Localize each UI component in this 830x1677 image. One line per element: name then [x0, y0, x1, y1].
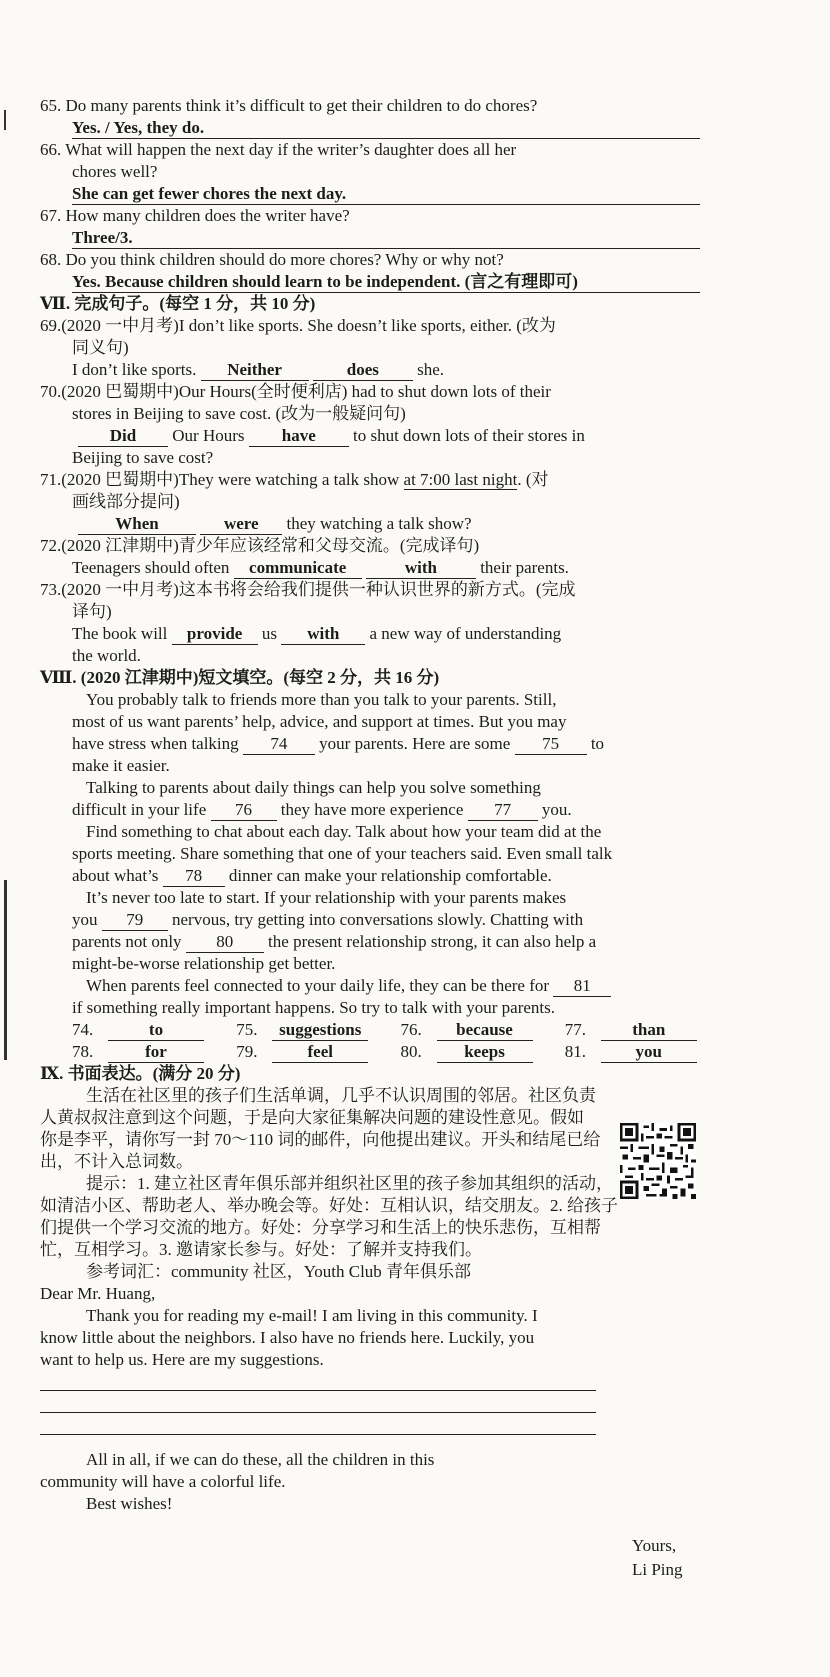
passage-text: difficult in your life — [72, 800, 207, 819]
passage-text: you — [72, 910, 98, 929]
answer-num: 79. — [236, 1042, 258, 1061]
answer-blank: you — [601, 1042, 697, 1063]
vocab-line: 参考词汇：community 社区，Youth Club 青年俱乐部 — [86, 1262, 472, 1281]
prompt-line: 生活在社区里的孩子们生活单调，几乎不认识周围的邻居。社区负责 — [86, 1086, 596, 1105]
answer-num: 81. — [564, 1042, 586, 1061]
q-text: (2020 一中月考)这本书将会给我们提供一种认识世界的新方式。(完成 — [61, 580, 576, 599]
blank-79: 79 — [102, 910, 168, 931]
q-text: . (对 — [517, 470, 549, 489]
answer-blank: to — [108, 1020, 204, 1041]
blank-76: 76 — [211, 800, 277, 821]
q-text: Do many parents think it’s difficult to get their children to do chores? — [65, 96, 538, 115]
answer-blank: were — [200, 514, 282, 535]
passage-line — [72, 865, 552, 887]
sentence-text: they watching a talk show? — [286, 514, 472, 533]
passage-line: Find something to chat about each day. Talk about how your team did at the — [86, 822, 602, 841]
question-67 — [40, 205, 350, 227]
answer-blank: for — [108, 1042, 204, 1063]
answer-row — [72, 1041, 697, 1063]
answer-blank: Neither — [201, 360, 309, 381]
passage-line — [72, 733, 604, 755]
prompt-line: 你是李平，请你写一封 70～110 词的邮件，向他提出建议。开头和结尾已给 — [40, 1130, 601, 1149]
passage-text: the present relationship strong, it can also help a — [268, 932, 597, 951]
question-65 — [40, 95, 537, 117]
letter-line: know little about the neighbors. I also have no friends here. Luckily, you — [40, 1328, 535, 1347]
section-7-title: Ⅶ. 完成句子。(每空 1 分，共 10 分) — [40, 294, 316, 313]
letter-greeting: Dear Mr. Huang, — [40, 1284, 156, 1303]
section-8-title: Ⅷ. (2020 江津期中)短文填空。(每空 2 分，共 16 分) — [40, 668, 440, 687]
hint-line: 如清洁小区、帮助老人、举办晚会等。好处：互相认识，结交朋友。2. 给孩子 — [40, 1196, 618, 1215]
writing-line[interactable] — [40, 1434, 596, 1435]
qr-code-icon — [620, 1123, 696, 1199]
sentence-72 — [72, 557, 569, 579]
q-text: How many children does the writer have? — [65, 206, 350, 225]
q-text: (2020 巴蜀期中)Our Hours(全时便利店) had to shut down lots of their — [61, 382, 551, 401]
q-num: 71. — [40, 470, 62, 489]
q-num: 70. — [40, 382, 62, 401]
q-num: 69. — [40, 316, 62, 335]
letter-line: All in all, if we can do these, all the children in this — [86, 1450, 435, 1469]
passage-line: You probably talk to friends more than you talk to your parents. Still, — [86, 690, 557, 709]
answer-blank: When — [78, 514, 196, 535]
q-text: (2020 一中月考)I don’t like sports. She doesn’t like sports, either. (改为 — [61, 316, 556, 335]
answer-65: Yes. / Yes, they do. — [72, 118, 205, 137]
letter-line: Thank you for reading my e-mail! I am living in this community. I — [86, 1306, 538, 1325]
question-71-cont: 画线部分提问) — [72, 492, 180, 511]
passage-text: they have more experience — [280, 800, 464, 819]
letter-closing: Best wishes! — [86, 1494, 173, 1513]
answer-blank: suggestions — [272, 1020, 368, 1041]
passage-text: to — [590, 734, 605, 753]
answer-blank: than — [601, 1020, 697, 1041]
passage-text: your parents. Here are some — [319, 734, 511, 753]
question-70-cont: stores in Beijing to save cost. (改为一般疑问句) — [72, 404, 406, 423]
blank-75: 75 — [515, 734, 587, 755]
passage-line: most of us want parents’ help, advice, and support at times. But you may — [72, 712, 567, 731]
sentence-text: a new way of understanding — [369, 624, 562, 643]
passage-text: dinner can make your relationship comfortable. — [228, 866, 552, 885]
answer-num: 78. — [72, 1042, 94, 1061]
answer-blank: does — [313, 360, 413, 381]
answer-blank: with — [366, 558, 476, 579]
sentence-text: to shut down lots of their stores in — [353, 426, 585, 445]
sentence-70-cont: Beijing to save cost? — [72, 448, 214, 467]
q-text: What will happen the next day if the writer’s daughter does all her — [65, 140, 517, 159]
question-71 — [40, 469, 549, 491]
passage-text: parents not only — [72, 932, 182, 951]
question-69-cont: 同义句) — [72, 338, 129, 357]
blank-77: 77 — [468, 800, 538, 821]
answer-blank: feel — [272, 1042, 368, 1063]
answer-blank: because — [437, 1020, 533, 1041]
margin-mark — [4, 110, 6, 130]
question-66-cont: chores well? — [72, 162, 158, 181]
sentence-text: I don’t like sports. — [72, 360, 197, 379]
letter-line: community will have a colorful life. — [40, 1472, 286, 1491]
answer-blank: keeps — [437, 1042, 533, 1063]
q-text: (2020 巴蜀期中)They were watching a talk show — [61, 470, 404, 489]
question-69 — [40, 315, 556, 337]
answer-67: Three/3. — [72, 228, 133, 247]
answer-num: 74. — [72, 1020, 94, 1039]
passage-line: if something really important happens. So try to talk with your parents. — [72, 998, 555, 1017]
passage-line — [72, 799, 572, 821]
hint-line: 提示：1. 建立社区青年俱乐部并组织社区里的孩子参加其组织的活动， — [86, 1174, 613, 1193]
q-num: 65. — [40, 96, 62, 115]
question-73 — [40, 579, 575, 601]
sentence-text: us — [261, 624, 278, 643]
passage-text: When parents feel connected to your daily life, they can be there for — [86, 976, 550, 995]
sentence-69 — [72, 359, 444, 381]
passage-line: might-be-worse relationship get better. — [72, 954, 336, 973]
answer-blank: with — [281, 624, 365, 645]
answer-blank: provide — [172, 624, 258, 645]
letter-signature: Li Ping — [632, 1560, 683, 1579]
sentence-text: their parents. — [480, 558, 569, 577]
passage-line: sports meeting. Share something that one of your teachers said. Even small talk — [72, 844, 613, 863]
sentence-70 — [78, 425, 585, 447]
passage-line — [72, 931, 596, 953]
q-text: (2020 江津期中)青少年应该经常和父母交流。(完成译句) — [61, 536, 480, 555]
q-num: 66. — [40, 140, 62, 159]
question-66 — [40, 139, 516, 161]
question-70 — [40, 381, 551, 403]
passage-text: you. — [541, 800, 572, 819]
margin-mark — [4, 880, 7, 1060]
sentence-73 — [72, 623, 561, 645]
q-num: 67. — [40, 206, 62, 225]
answer-row — [72, 1019, 697, 1041]
question-73-cont: 译句) — [72, 602, 112, 621]
blank-74: 74 — [243, 734, 315, 755]
sentence-text: she. — [417, 360, 445, 379]
prompt-line: 人黄叔叔注意到这个问题，于是向大家征集解决问题的建设性意见。假如 — [40, 1108, 584, 1127]
question-72 — [40, 535, 479, 557]
answer-num: 80. — [400, 1042, 422, 1061]
letter-line: want to help us. Here are my suggestions. — [40, 1350, 324, 1369]
sentence-71 — [78, 513, 472, 535]
passage-line: It’s never too late to start. If your relationship with your parents makes — [86, 888, 567, 907]
letter-signoff: Yours, — [632, 1536, 677, 1555]
answer-66: She can get fewer chores the next day. — [72, 184, 347, 203]
answer-blank: have — [249, 426, 349, 447]
question-68 — [40, 249, 504, 271]
passage-text: have stress when talking — [72, 734, 239, 753]
answer-blank: communicate — [234, 558, 362, 579]
prompt-line: 出，不计入总词数。 — [40, 1152, 193, 1171]
hint-line: 们提供一个学习交流的地方。好处：分享学习和生活上的快乐悲伤，互相帮 — [40, 1218, 601, 1237]
sentence-text: Teenagers should often — [72, 558, 230, 577]
answer-68: Yes. Because children should learn to be independent. (言之有理即可) — [72, 272, 578, 291]
answer-blank: Did — [78, 426, 168, 447]
blank-78: 78 — [163, 866, 225, 887]
passage-line — [72, 909, 583, 931]
q-num: 73. — [40, 580, 62, 599]
passage-text: about what’s — [72, 866, 159, 885]
hint-line: 忙，互相学习。3. 邀请家长参与。好处：了解并支持我们。 — [40, 1240, 482, 1259]
writing-line[interactable] — [40, 1412, 596, 1413]
q-num: 68. — [40, 250, 62, 269]
sentence-text: The book will — [72, 624, 168, 643]
q-text: Do you think children should do more chores? Why or why not? — [65, 250, 504, 269]
answer-num: 77. — [564, 1020, 586, 1039]
answer-num: 76. — [400, 1020, 422, 1039]
passage-text: nervous, try getting into conversations slowly. Chatting with — [172, 910, 584, 929]
q-num: 72. — [40, 536, 62, 555]
writing-line[interactable] — [40, 1390, 596, 1391]
section-9-title: Ⅸ. 书面表达。(满分 20 分) — [40, 1064, 241, 1083]
underlined-part: at 7:00 last night — [403, 470, 518, 489]
passage-line — [86, 975, 611, 997]
passage-line: make it easier. — [72, 756, 170, 775]
sentence-text: Our Hours — [172, 426, 245, 445]
blank-80: 80 — [186, 932, 264, 953]
passage-line: Talking to parents about daily things can help you solve something — [86, 778, 541, 797]
answer-num: 75. — [236, 1020, 258, 1039]
blank-81: 81 — [553, 976, 611, 997]
sentence-73-cont: the world. — [72, 646, 141, 665]
